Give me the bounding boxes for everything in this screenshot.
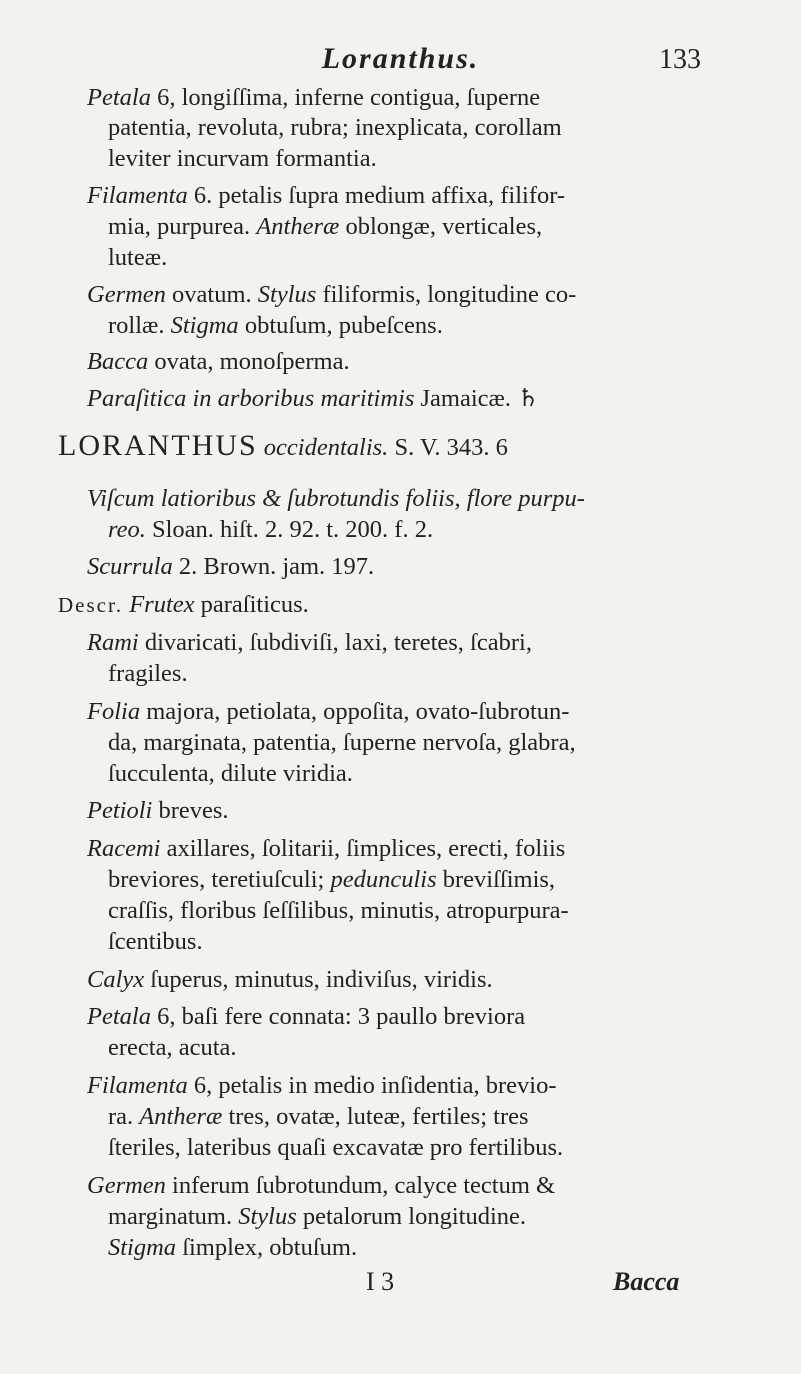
rami-label: Rami (87, 629, 139, 656)
germen-label: Germen (87, 281, 166, 308)
species-heading (58, 430, 508, 464)
bacca-line: Bacca ovata, monoſperma. (87, 348, 350, 375)
filamenta2-line-2: ra. Antheræ tres, ovatæ, luteæ, fertiles; tres (108, 1103, 529, 1130)
germen2-line-1: Germen inferum ſubrotundum, calyce tectum & (87, 1172, 556, 1199)
petala2-line-2: erecta, acuta. (108, 1034, 237, 1061)
petioli-line: Petioli breves. (87, 797, 229, 824)
racemi-line-2: breviores, teretiuſculi; pedunculis breviſſimis, (108, 866, 556, 893)
antherae-label: Antheræ (256, 213, 340, 240)
descr-label: Descr. (58, 593, 124, 617)
species-reference: S. V. 343. 6 (388, 434, 508, 461)
filamenta-line-2: mia, purpurea. Antheræ oblongæ, verticales, (108, 213, 543, 240)
shrub-symbol: ♄ (517, 385, 540, 412)
synonym-brown-line: Scurrula 2. Brown. jam. 197. (87, 553, 375, 580)
germen2-line-2: marginatum. Stylus petalorum longitudine. (108, 1203, 527, 1230)
species-epithet: occidentalis. (263, 434, 389, 461)
filamenta-line-3: luteæ. (108, 244, 168, 271)
germen2-label: Germen (87, 1172, 166, 1199)
filamenta2-label: Filamenta (87, 1072, 188, 1099)
germen-line-2: rollæ. Stigma obtuſum, pubeſcens. (108, 312, 443, 339)
racemi-line-1: Racemi axillares, ſolitarii, ſimplices, erecti, foliis (87, 835, 566, 862)
frutex-label: Frutex (129, 591, 195, 618)
racemi-line-4: ſcentibus. (108, 928, 203, 955)
petala-line-1: Petala 6, longiſſima, inferne contigua, ſuperne (87, 84, 541, 111)
stylus-label: Stylus (257, 281, 317, 308)
filamenta-line-1: Filamenta 6. petalis ſupra medium affixa, filifor- (87, 182, 566, 209)
petala-label: Petala (87, 84, 151, 111)
synonym-sloane-line-1: Viſcum latioribus & ſubrotundis foliis, flore purpu- (87, 485, 585, 512)
stigma-label: Stigma (170, 312, 239, 339)
calyx-line: Calyx ſuperus, minutus, indiviſus, viridis. (87, 966, 493, 993)
petioli-label: Petioli (87, 797, 153, 824)
stigma2-line: Stigma ſimplex, obtuſum. (108, 1234, 358, 1261)
running-title: Loranthus. (321, 42, 480, 75)
rami-line-1: Rami divaricati, ſubdiviſi, laxi, teretes, ſcabri, (87, 629, 532, 656)
filamenta2-line-1: Filamenta 6, petalis in medio inſidentia, brevio- (87, 1072, 557, 1099)
racemi-label: Racemi (87, 835, 161, 862)
calyx-label: Calyx (87, 966, 145, 993)
bacca-label: Bacca (87, 348, 149, 375)
filamenta-label: Filamenta (87, 182, 188, 209)
synonym-sloane-line-2: reo. Sloan. hiſt. 2. 92. t. 200. f. 2. (108, 516, 434, 543)
filamenta2-line-3: ſteriles, lateribus quaſi excavatæ pro fertilibus. (108, 1134, 564, 1161)
signature-mark: I 3 (366, 1267, 395, 1296)
petala-line-3: leviter incurvam formantia. (108, 145, 377, 172)
genus-name: LORANTHUS (58, 429, 258, 462)
petala-line-2: patentia, revoluta, rubra; inexplicata, corollam (108, 114, 562, 141)
stigma2-label: Stigma (108, 1234, 177, 1261)
catchword: Bacca (613, 1267, 680, 1296)
folia-line-1: Folia majora, petiolata, oppoſita, ovato-ſubrotun- (87, 698, 570, 725)
racemi-line-3: craſſis, floribus ſeſſilibus, minutis, atropurpura- (108, 897, 569, 924)
page-number: 133 (659, 44, 701, 75)
antherae2-label: Antheræ (139, 1103, 223, 1130)
petala2-line-1: Petala 6, baſi fere connata: 3 paullo breviora (87, 1003, 526, 1030)
folia-line-3: ſucculenta, dilute viridia. (108, 760, 353, 787)
rami-line-2: fragiles. (108, 660, 188, 687)
habitat-line: Paraſitica in arboribus maritimis Jamaicæ. ♄ (87, 385, 540, 412)
description-heading: Descr. Frutex paraſiticus. (58, 591, 309, 618)
pedunculis-label: pedunculis (330, 866, 437, 893)
petala2-label: Petala (87, 1003, 151, 1030)
folia-line-2: da, marginata, patentia, ſuperne nervoſa, glabra, (108, 729, 576, 756)
folia-label: Folia (87, 698, 141, 725)
stylus2-label: Stylus (238, 1203, 297, 1230)
germen-line-1: Germen ovatum. Stylus filiformis, longitudine co- (87, 281, 577, 308)
scurrula-label: Scurrula (87, 553, 173, 580)
